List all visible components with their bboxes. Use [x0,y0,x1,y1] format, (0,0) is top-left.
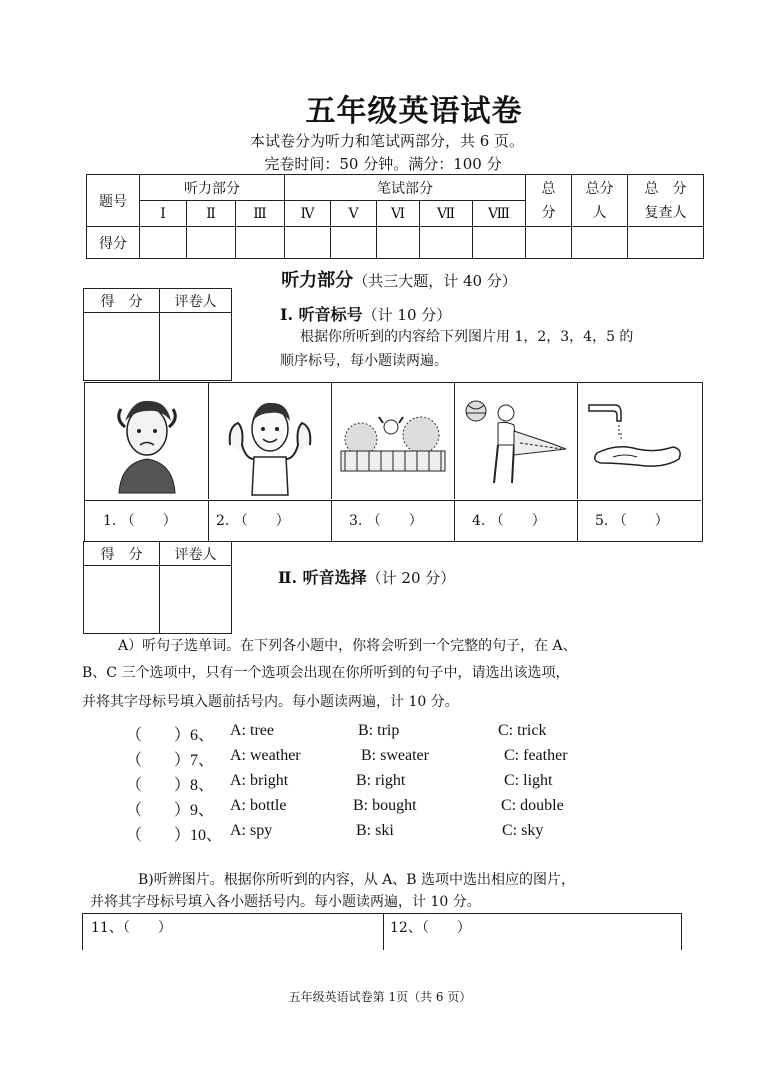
option-a: A: tree [230,722,274,739]
question-number: （ ）7、 [126,752,215,769]
col-writing-6: Ⅵ [377,201,420,227]
question-number: （ ）6、 [126,727,215,744]
grader-name-cell[interactable] [160,566,232,634]
question-number: （ ）10、 [126,827,223,844]
page-title: 五年级英语试卷 [305,94,523,129]
grader-box [83,288,232,381]
part2-a-line2: B、C 三个选项中，只有一个选项会出现在你所听到的句子中，请选出该选项， [82,665,570,681]
headache-boy-icon [85,383,208,499]
option-a: A: bottle [230,797,287,814]
part1-instruction-line2: 顺序标号，每小题读两遍。 [280,353,448,369]
grader-name-cell[interactable] [160,313,232,381]
score-cell[interactable] [331,227,377,259]
picture-garden [331,383,455,499]
score-cell[interactable] [377,227,420,259]
picture-strip [84,382,703,542]
garden-girl-icon [331,383,454,499]
picture-label-2: 2. （ ） [208,500,332,541]
score-table-total: 总 分 [526,175,572,227]
strong-boy-icon [208,383,331,499]
question-row-6 [0,722,760,744]
option-c: C: trick [498,722,547,739]
grader-score-label: 得 分 [84,542,160,566]
picture-hand-washing [577,383,701,499]
question-11-label: 11、（ ） [91,920,172,936]
grader-score-cell[interactable] [84,566,160,634]
grader-score-cell[interactable] [84,313,160,381]
col-listening-2: Ⅱ [187,201,236,227]
option-c: C: sky [502,822,544,839]
score-cell[interactable] [140,227,187,259]
part1-instruction-line1: 根据你所听到的内容给下列图片用 1，2，3，4，5 的 [300,329,634,345]
option-a: A: spy [230,822,273,839]
col-writing-5: Ⅴ [331,201,377,227]
option-b: B: ski [356,822,394,839]
score-cell[interactable] [473,227,526,259]
page-footer: 五年级英语试卷第 1页（共 6 页） [288,990,472,1004]
col-writing-4: Ⅳ [285,201,331,227]
col-listening-3: Ⅲ [236,201,285,227]
option-a: A: bright [230,772,289,789]
answer-picture-table [82,913,682,950]
col-writing-8: Ⅷ [473,201,526,227]
picture-label-1: 1. （ ） [85,500,209,541]
option-a: A: weather [230,747,301,764]
option-c: C: feather [504,747,568,764]
score-table-total-person: 总分 人 [572,175,628,227]
score-cell[interactable] [526,227,572,259]
question-12-cell[interactable] [384,914,681,950]
picture-ping-pong [454,383,578,499]
score-cell[interactable] [187,227,236,259]
grader-name-label: 评卷人 [160,289,232,313]
part2-heading: Ⅱ. 听音选择（计 20 分） [278,568,456,587]
option-b: B: sweater [361,747,429,764]
question-number: （ ）8、 [126,777,215,794]
option-b: B: right [356,772,406,789]
ping-pong-boy-icon [454,383,577,499]
part2-a-line1: A）听句子选单词。在下列各小题中，你将会听到一个完整的句子，在 A、 [118,638,577,654]
question-11-cell[interactable] [83,914,384,950]
score-row-label: 得分 [87,227,140,259]
col-listening-1: Ⅰ [140,201,187,227]
question-row-8 [0,772,760,794]
score-table-question-label: 题号 [87,175,140,227]
score-cell[interactable] [572,227,628,259]
picture-strong-boy [208,383,332,499]
question-row-9 [0,797,760,819]
part1-heading: Ⅰ. 听音标号（计 10 分） [280,305,452,324]
listening-section-title: 听力部分 [281,270,354,291]
question-row-7 [0,747,760,769]
option-c: C: light [504,772,553,789]
grader-score-label: 得 分 [84,289,160,313]
hand-washing-icon [577,383,701,499]
score-table-writing-label: 笔试部分 [285,175,526,201]
picture-headache [85,383,209,499]
option-b: B: trip [358,722,400,739]
score-cell[interactable] [420,227,473,259]
grader-name-label: 评卷人 [160,542,232,566]
option-c: C: double [501,797,564,814]
col-writing-7: Ⅶ [420,201,473,227]
option-b: B: bought [353,797,417,814]
exam-subtitle: 本试卷分为听力和笔试两部分，共 6 页。 [249,132,525,150]
listening-section-info: （共三大题，计 40 分） [353,272,517,290]
question-row-10 [0,822,760,844]
score-table-reviewer: 总 分 复查人 [628,175,704,227]
picture-label-4: 4. （ ） [454,500,578,541]
question-number: （ ）9、 [126,802,215,819]
score-cell[interactable] [236,227,285,259]
score-table-listening-label: 听力部分 [140,175,285,201]
picture-label-5: 5. （ ） [577,500,701,541]
part2-b-line1: B)听辨图片。根据你所听到的内容，从 A、B 选项中选出相应的图片， [138,872,576,888]
question-12-label: 12、（ ） [390,920,471,936]
picture-label-3: 3. （ ） [331,500,455,541]
part2-b-line2: 并将其字母标号填入各小题括号内。每小题读两遍，计 10 分。 [90,894,481,910]
exam-time-info: 完卷时间：50 分钟。满分：100 分 [264,155,502,173]
part2-a-line3: 并将其字母标号填入题前括号内。每小题读两遍，计 10 分。 [82,694,459,710]
score-cell[interactable] [285,227,331,259]
grader-box [83,541,232,634]
score-table [86,174,704,259]
score-cell[interactable] [628,227,704,259]
